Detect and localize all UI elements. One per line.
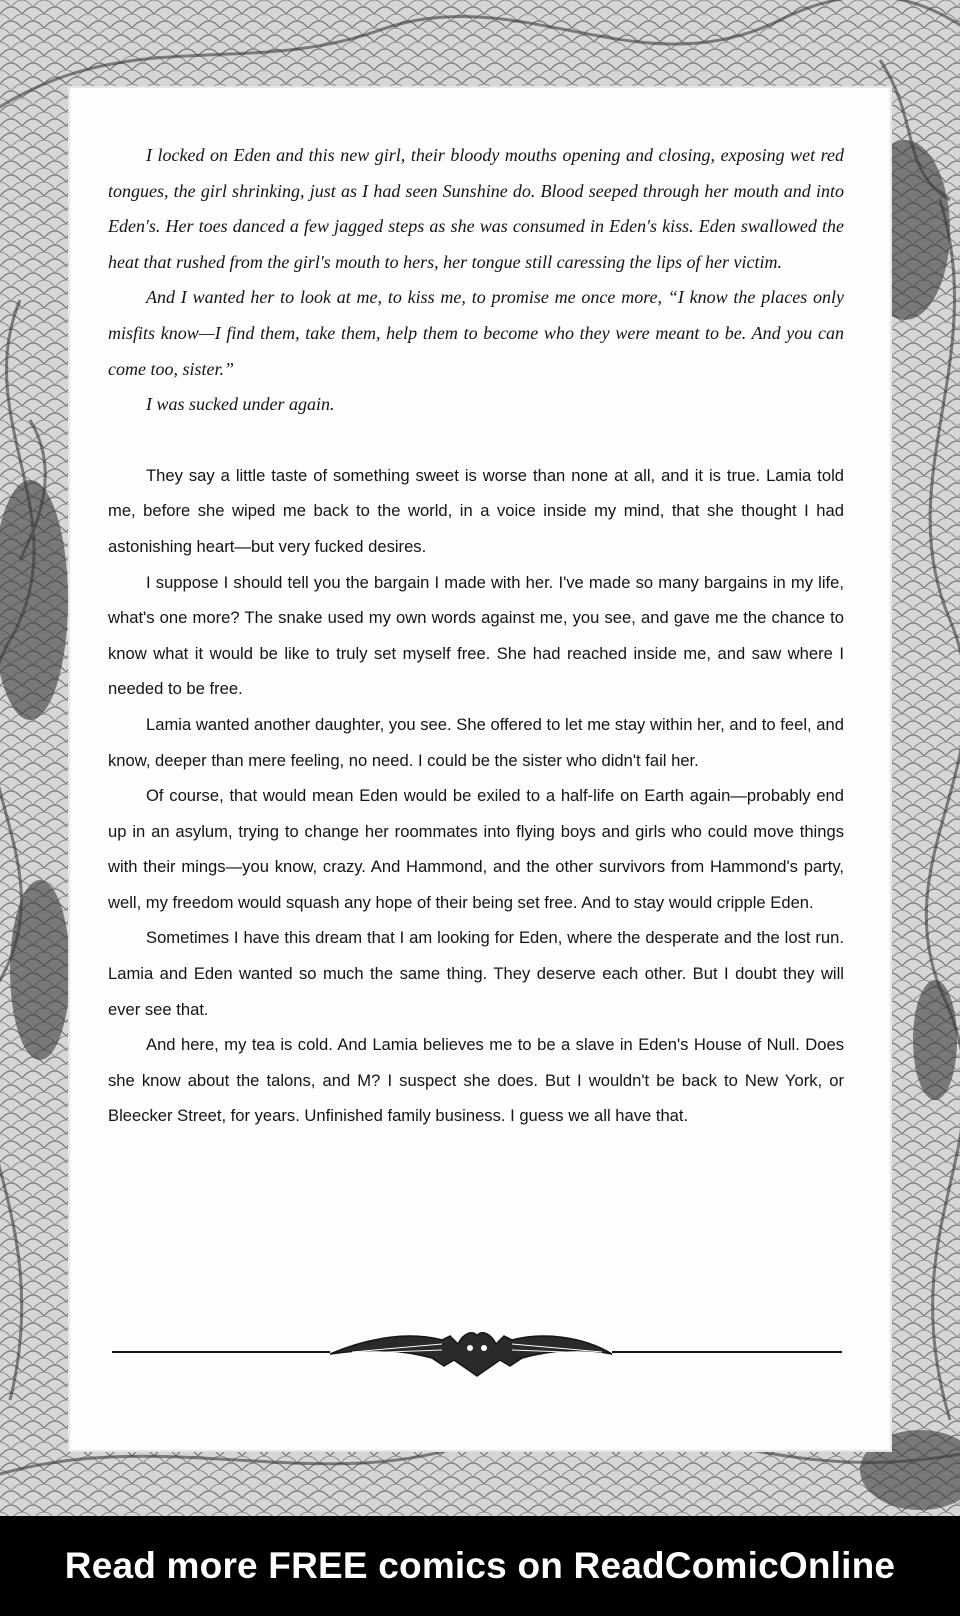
paragraph-3: I was sucked under again. bbox=[146, 394, 335, 415]
paragraph-2: And I wanted her to look at me, to kiss me, to promise me once more, “I know the places only misfits know—I find them, take them, help them to become who they were meant to be. And you can come too, sister.” bbox=[108, 287, 844, 379]
paragraph-6: Lamia wanted another daughter, you see. She offered to let me stay within her, and to feel, and know, deeper than mere feeling, no need. I could be the sister who didn't fail her. bbox=[108, 714, 844, 770]
section-gap bbox=[108, 423, 844, 458]
banner-text[interactable]: Read more FREE comics on ReadComicOnline bbox=[64, 1545, 896, 1586]
paragraph-8: Sometimes I have this dream that I am looking for Eden, where the desperate and the lost run. Lamia and Eden wanted so much the same thing. They deserve each other. But I doubt they will ever see that. bbox=[108, 928, 844, 1019]
paragraph-5: I suppose I should tell you the bargain I made with her. I've made so many bargains in my life, what's one more? The snake used my own words against me, you see, and gave me the chance to know what it would be like to truly set myself free. She had reached inside me, and saw where I needed to be free. bbox=[108, 572, 844, 699]
paragraph-4: They say a little taste of something sweet is worse than none at all, and it is true. Lamia told me, before she wiped me back to the world, in a voice inside my mind, that she thought I had astonishing heart—but very fucked desires. bbox=[108, 465, 844, 556]
paragraph-7: Of course, that would mean Eden would be exiled to a half-life on Earth again—probably end up in an asylum, trying to change her roommates into flying boys and girls who could move things with their mings—you know, crazy. And Hammond, and the other survivors from Hammond's party, well, my freedom would squash any hope of their being set free. And to stay would cripple Eden. bbox=[108, 786, 844, 912]
read-more-banner[interactable] bbox=[0, 1516, 960, 1616]
bat-wing-divider bbox=[112, 1322, 842, 1382]
paragraph-1: I locked on Eden and this new girl, their bloody mouths opening and closing, exposing wet red tongues, the girl shrinking, just as I had seen Sunshine do. Blood seeped through her mouth and into Eden's. Her toes danced a few jagged steps as she was consumed in Eden's kiss. Eden swallowed the heat that rushed from the girl's mouth to hers, her tongue still caressing the lips of her victim. bbox=[108, 145, 844, 272]
paragraph-9: And here, my tea is cold. And Lamia believes me to be a slave in Eden's House of Null. Does she know about the talons, and M? I suspect she does. But I wouldn't be back to New York, or Bleecker Street, for years. Unfinished family business. I guess we all have that. bbox=[108, 1035, 844, 1126]
story-text bbox=[108, 138, 844, 1134]
